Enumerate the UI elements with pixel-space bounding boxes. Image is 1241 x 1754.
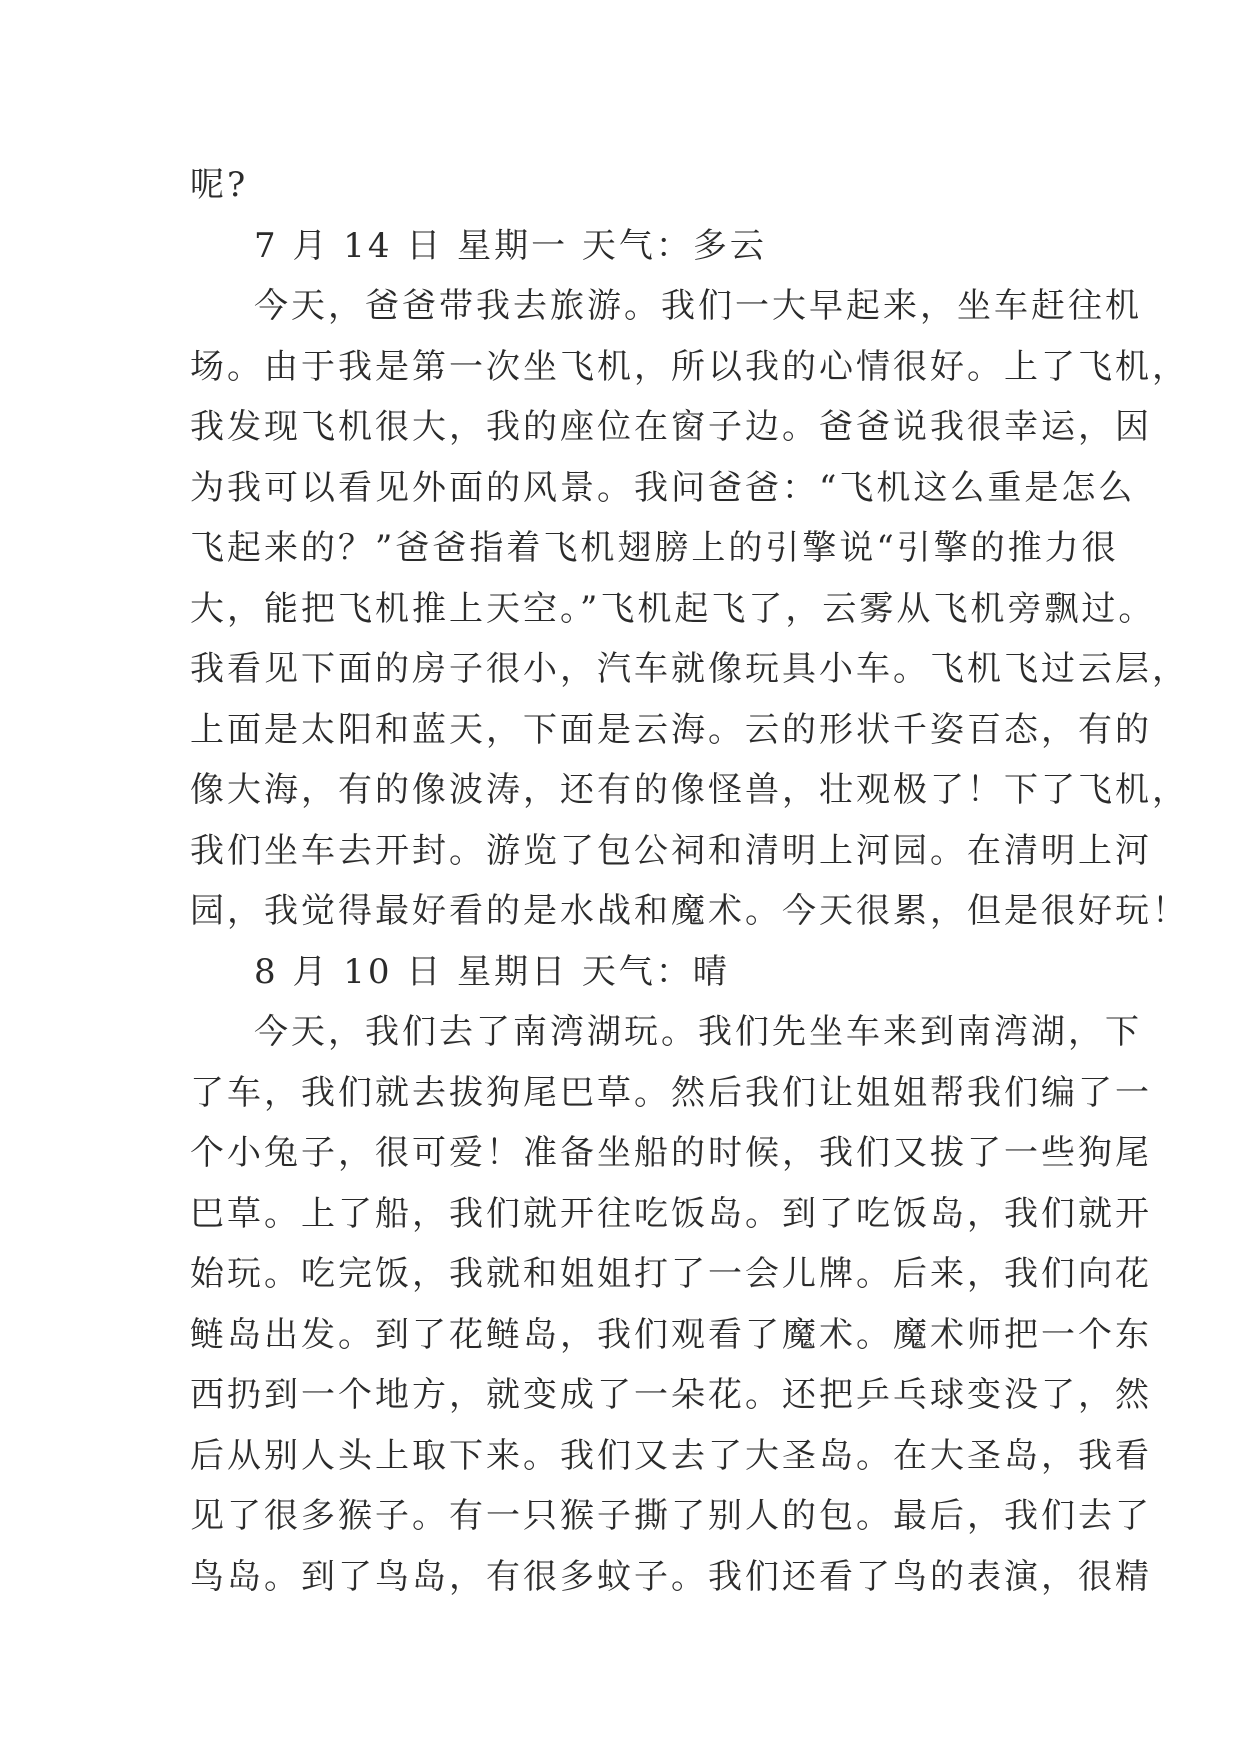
text-line: 见了很多猴子。有一只猴子撕了别人的包。最后，我们去了 [190,1496,1152,1536]
text-line: 个小兔子，很可爱！准备坐船的时候，我们又拔了一些狗尾 [190,1133,1152,1173]
text-line: 园，我觉得最好看的是水战和魔术。今天很累，但是很好玩！ [190,891,1189,931]
text-line: 今天，我们去了南湾湖玩。我们先坐车来到南湾湖，下 [254,1012,1142,1052]
text-line: 后从别人头上取下来。我们又去了大圣岛。在大圣岛，我看 [190,1435,1152,1476]
text-line: 鸟岛。到了鸟岛，有很多蚊子。我们还看了鸟的表演，很精 [190,1556,1152,1597]
diary-entry-heading: 8 月 10 日 星期日 天气：晴 [254,951,730,992]
text-line: 像大海，有的像波涛，还有的像怪兽，壮观极了！下了飞机， [190,770,1189,810]
text-line: 飞起来的？”爸爸指着飞机翅膀上的引擎说“引擎的推力很 [190,528,1119,568]
text-line: 大，能把飞机推上天空。”飞机起飞了，云雾从飞机旁飘过。 [190,588,1156,629]
text-line: 我们坐车去开封。游览了包公祠和清明上河园。在清明上河 [190,830,1152,871]
text-line: 我看见下面的房子很小，汽车就像玩具小车。飞机飞过云层， [190,649,1189,689]
text-line: 西扔到一个地方，就变成了一朵花。还把乒乓球变没了，然 [190,1375,1152,1415]
text-line: 始玩。吃完饭，我就和姐姐打了一会儿牌。后来，我们向花 [190,1254,1152,1294]
text-line: 呢? [190,165,249,205]
text-line: 为我可以看见外面的风景。我问爸爸：“飞机这么重是怎么 [190,467,1136,508]
text-line: 我发现飞机很大，我的座位在窗子边。爸爸说我很幸运，因 [190,407,1152,447]
text-line: 场。由于我是第一次坐飞机，所以我的心情很好。上了飞机， [190,346,1189,387]
text-line: 巴草。上了船，我们就开往吃饭岛。到了吃饭岛，我们就开 [190,1193,1152,1234]
diary-entry-heading: 7 月 14 日 星期一 天气：多云 [254,225,767,266]
diary-text [190,155,1189,1607]
text-line: 鲢岛出发。到了花鲢岛，我们观看了魔术。魔术师把一个东 [190,1314,1152,1355]
text-line: 上面是太阳和蓝天，下面是云海。云的形状千姿百态，有的 [190,709,1152,750]
text-line: 今天，爸爸带我去旅游。我们一大早起来，坐车赶往机 [254,286,1142,326]
text-line: 了车，我们就去拔狗尾巴草。然后我们让姐姐帮我们编了一 [190,1072,1152,1113]
